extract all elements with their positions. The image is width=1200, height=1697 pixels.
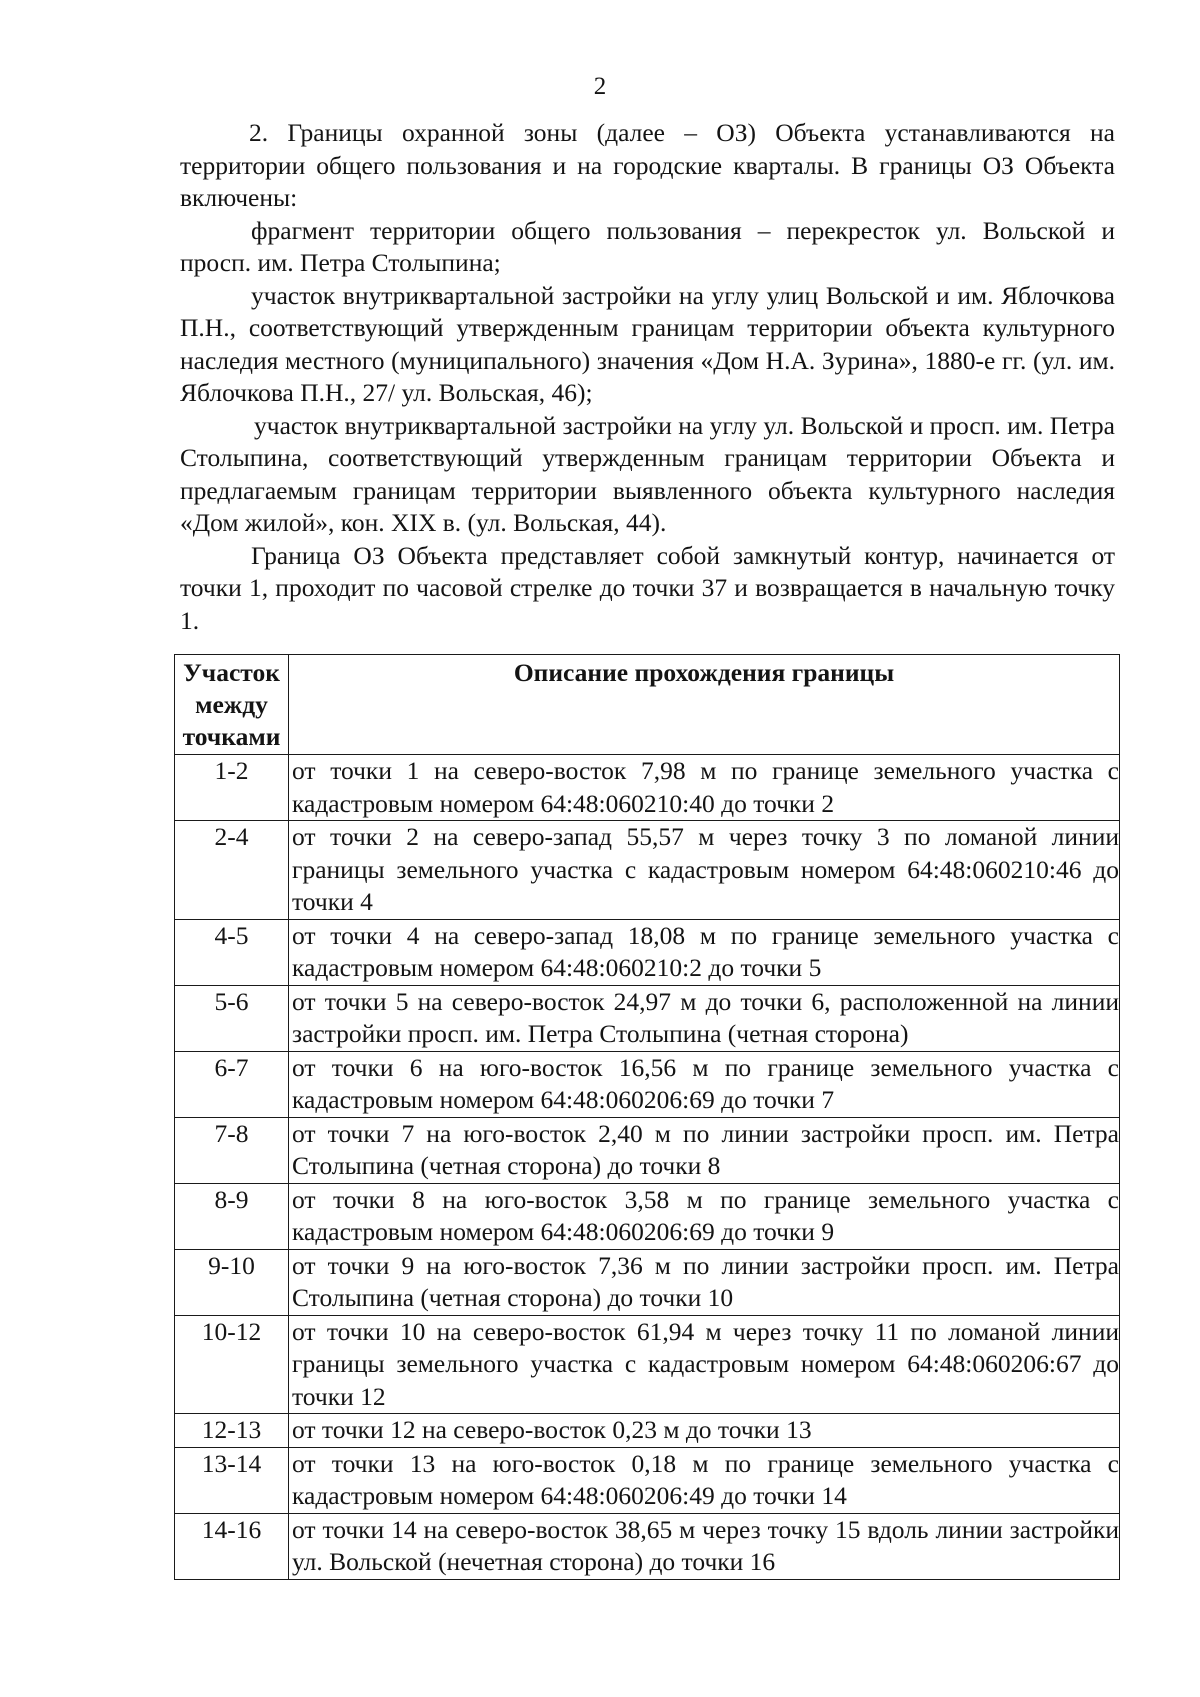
segment-cell: 13-14 bbox=[175, 1447, 289, 1513]
table-row bbox=[175, 985, 1120, 1051]
segment-cell: 10-12 bbox=[175, 1315, 289, 1414]
description-cell: от точки 12 на северо-восток 0,23 м до точки 13 bbox=[289, 1414, 1120, 1448]
document-body bbox=[180, 117, 1115, 637]
description-cell: от точки 14 на северо-восток 38,65 м через точку 15 вдоль линии застройки ул. Вольской (нечетная сторона) до точки 16 bbox=[289, 1513, 1120, 1579]
description-cell: от точки 6 на юго-восток 16,56 м по границе земельного участка с кадастровым номером 64:48:060206:69 до точки 7 bbox=[289, 1051, 1120, 1117]
segment-cell: 1-2 bbox=[175, 755, 289, 821]
description-cell: от точки 4 на северо-запад 18,08 м по границе земельного участка с кадастровым номером 64:48:060210:2 до точки 5 bbox=[289, 919, 1120, 985]
segment-cell: 14-16 bbox=[175, 1513, 289, 1579]
description-cell: от точки 7 на юго-восток 2,40 м по линии застройки просп. им. Петра Столыпина (четная сторона) до точки 8 bbox=[289, 1117, 1120, 1183]
table-row bbox=[175, 1117, 1120, 1183]
description-cell: от точки 5 на северо-восток 24,97 м до точки 6, расположенной на линии застройки просп. им. Петра Столыпина (четная сторона) bbox=[289, 985, 1120, 1051]
table-row bbox=[175, 919, 1120, 985]
paragraph-plot-zurin-house: участок внутриквартальной застройки на углу улиц Вольской и им. Яблочкова П.Н., соответствующий утвержденным границам территории объекта культурного наследия местного (муниципального) значения «Дом Н.А. Зурина», 1880-е гг. (ул. им. Яблочкова П.Н., 27/ ул. Вольская, 46); bbox=[180, 280, 1115, 407]
segment-cell: 4-5 bbox=[175, 919, 289, 985]
description-cell: от точки 10 на северо-восток 61,94 м через точку 11 по ломаной линии границы земельного участка с кадастровым номером 64:48:060206:67 до точки 12 bbox=[289, 1315, 1120, 1414]
page-number: 2 bbox=[593, 73, 607, 100]
table-row bbox=[175, 1315, 1120, 1414]
table-row bbox=[175, 821, 1120, 920]
segment-cell: 9-10 bbox=[175, 1249, 289, 1315]
header-segment: Участок между точками bbox=[175, 655, 289, 755]
segment-cell: 2-4 bbox=[175, 821, 289, 920]
description-cell: от точки 1 на северо-восток 7,98 м по границе земельного участка с кадастровым номером 64:48:060210:40 до точки 2 bbox=[289, 755, 1120, 821]
table-row bbox=[175, 1414, 1120, 1448]
boundary-table bbox=[174, 654, 1120, 1580]
paragraph-plot-residential-house: участок внутриквартальной застройки на углу ул. Вольской и просп. им. Петра Столыпина, соответствующий утвержденным границам территории Объекта и предлагаемым границам территории выявленного объекта культурного наследия «Дом жилой», кон. XIX в. (ул. Вольская, 44). bbox=[180, 410, 1115, 537]
header-description: Описание прохождения границы bbox=[289, 655, 1120, 755]
description-cell: от точки 13 на юго-восток 0,18 м по границе земельного участка с кадастровым номером 64:48:060206:49 до точки 14 bbox=[289, 1447, 1120, 1513]
table-row bbox=[175, 1051, 1120, 1117]
segment-cell: 8-9 bbox=[175, 1183, 289, 1249]
paragraph-contour-description: Граница ОЗ Объекта представляет собой замкнутый контур, начинается от точки 1, проходит по часовой стрелке до точки 37 и возвращается в начальную точку 1. bbox=[180, 540, 1115, 635]
table-row bbox=[175, 755, 1120, 821]
table-row bbox=[175, 1513, 1120, 1579]
description-cell: от точки 2 на северо-запад 55,57 м через точку 3 по ломаной линии границы земельного участка с кадастровым номером 64:48:060210:46 до точки 4 bbox=[289, 821, 1120, 920]
paragraph-oz-boundaries: 2. Границы охранной зоны (далее – ОЗ) Объекта устанавливаются на территории общего пользования и на городские кварталы. В границы ОЗ Объекта включены: bbox=[180, 118, 1115, 212]
description-cell: от точки 9 на юго-восток 7,36 м по линии застройки просп. им. Петра Столыпина (четная сторона) до точки 10 bbox=[289, 1249, 1120, 1315]
table-row bbox=[175, 1447, 1120, 1513]
paragraph-public-territory: фрагмент территории общего пользования – перекресток ул. Вольской и просп. им. Петра Столыпина; bbox=[180, 215, 1115, 277]
segment-cell: 7-8 bbox=[175, 1117, 289, 1183]
table-row bbox=[175, 1249, 1120, 1315]
segment-cell: 5-6 bbox=[175, 985, 289, 1051]
segment-cell: 6-7 bbox=[175, 1051, 289, 1117]
table-header-row bbox=[175, 655, 1120, 755]
description-cell: от точки 8 на юго-восток 3,58 м по границе земельного участка с кадастровым номером 64:48:060206:69 до точки 9 bbox=[289, 1183, 1120, 1249]
table-row bbox=[175, 1183, 1120, 1249]
segment-cell: 12-13 bbox=[175, 1414, 289, 1448]
